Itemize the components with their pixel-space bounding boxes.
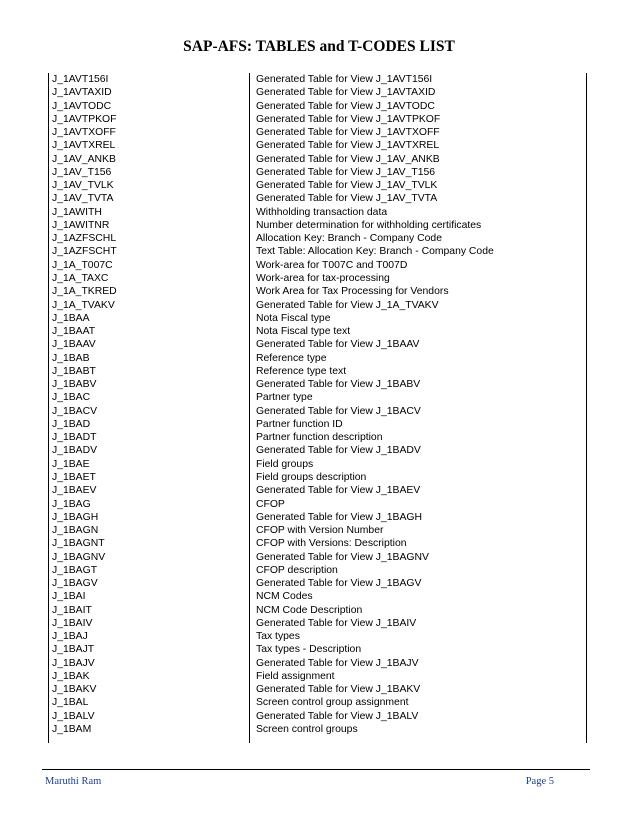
table-code: J_1BADT — [52, 432, 97, 444]
table-row — [48, 219, 587, 232]
table-code: J_1BABV — [52, 379, 97, 391]
table-description: Withholding transaction data — [256, 206, 388, 218]
table-description: Text Table: Allocation Key: Branch - Company Code — [256, 246, 494, 258]
table-row — [48, 365, 587, 378]
table-code: J_1AVTXOFF — [52, 127, 116, 139]
table-row — [48, 192, 587, 205]
table-row — [48, 643, 587, 656]
table-description: Tax types — [256, 631, 300, 643]
table-description: Generated Table for View J_1AVTXREL — [256, 140, 440, 152]
table-description: CFOP description — [256, 564, 338, 576]
table-row — [48, 696, 587, 709]
table-code: J_1BAJV — [52, 657, 95, 669]
table-code: J_1BAA — [52, 312, 90, 324]
table-description: Work-area for T007C and T007D — [256, 259, 408, 271]
table-code: J_1AZFSCHL — [52, 233, 117, 245]
table-code: J_1A_TAXC — [52, 272, 109, 284]
table-description: Work Area for Tax Processing for Vendors — [256, 286, 449, 298]
table-description: Nota Fiscal type text — [256, 326, 351, 338]
table-description: Generated Table for View J_1AVTXOFF — [256, 127, 440, 139]
table-description: Generated Table for View J_1AV_ANKB — [256, 153, 440, 165]
table-description: NCM Code Description — [256, 604, 363, 616]
table-description: CFOP with Versions: Description — [256, 538, 407, 550]
table-row — [48, 73, 587, 86]
table-row — [48, 113, 587, 126]
table-row — [48, 511, 587, 524]
table-code: J_1BAAT — [52, 326, 96, 338]
table-row — [48, 577, 587, 590]
table-code: J_1AVTXREL — [52, 140, 116, 152]
table-description: Generated Table for View J_1BAGNV — [256, 551, 429, 563]
table-description: Generated Table for View J_1BAKV — [256, 684, 421, 696]
table-code: J_1BAG — [52, 498, 91, 510]
table-row — [48, 153, 587, 166]
table-code: J_1AV_T156 — [52, 166, 112, 178]
table-description: Generated Table for View J_1AV_TVLK — [256, 180, 438, 192]
table-row — [48, 259, 587, 272]
table-description: Generated Table for View J_1A_TVAKV — [256, 299, 439, 311]
footer-rule — [42, 769, 590, 770]
table-code: J_1BAGN — [52, 525, 99, 537]
table-description: Partner function description — [256, 432, 383, 444]
table-description: Generated Table for View J_1AVTAXID — [256, 87, 436, 99]
footer-author: Maruthi Ram — [45, 776, 102, 787]
table-row — [48, 378, 587, 391]
table-row — [48, 312, 587, 325]
table-code: J_1BAB — [52, 352, 90, 364]
table-description: Work-area for tax-processing — [256, 272, 390, 284]
table-code: J_1A_T007C — [52, 259, 113, 271]
table-description: Generated Table for View J_1BADV — [256, 445, 421, 457]
table-description: Generated Table for View J_1BALV — [256, 710, 419, 722]
table-code: J_1BAJT — [52, 644, 95, 656]
table-row — [48, 710, 587, 723]
table-description: Field groups — [256, 458, 314, 470]
table-description: Partner type — [256, 392, 313, 404]
table-row — [48, 590, 587, 603]
table-description: Screen control group assignment — [256, 697, 409, 709]
table-code: J_1BAAV — [52, 339, 96, 351]
page-title: SAP-AFS: TABLES and T-CODES LIST — [183, 38, 455, 55]
table-code: J_1BAIT — [52, 604, 92, 616]
table-description: CFOP — [256, 498, 285, 510]
table-code: J_1AVTPKOF — [52, 113, 117, 125]
table-description: Generated Table for View J_1AVT156I — [256, 74, 433, 85]
table-description: Tax types - Description — [256, 644, 362, 656]
table-rows — [48, 73, 587, 736]
table-description: Generated Table for View J_1BACV — [256, 405, 421, 417]
table-row — [48, 484, 587, 497]
table-row — [48, 458, 587, 471]
table-row — [48, 325, 587, 338]
table-code: J_1AVTAXID — [52, 87, 112, 99]
table-code: J_1BAC — [52, 392, 91, 404]
table-row — [48, 100, 587, 113]
table-row — [48, 431, 587, 444]
table-row — [48, 670, 587, 683]
table-description: CFOP with Version Number — [256, 525, 384, 537]
table-description: Generated Table for View J_1BAGH — [256, 511, 422, 523]
table-code: J_1BAK — [52, 670, 90, 682]
table-row — [48, 444, 587, 457]
table-description: Nota Fiscal type — [256, 312, 331, 324]
table-code: J_1AVT156I — [52, 74, 109, 85]
table-row — [48, 179, 587, 192]
table-row — [48, 285, 587, 298]
table-code: J_1BAGH — [52, 511, 99, 523]
table-code: J_1A_TVAKV — [52, 299, 115, 311]
table-row — [48, 338, 587, 351]
table-code: J_1BACV — [52, 405, 98, 417]
table-code: J_1AWITNR — [52, 219, 110, 231]
table-code: J_1BAGNT — [52, 538, 105, 550]
table-description: Generated Table for View J_1BAJV — [256, 657, 419, 669]
table-row — [48, 206, 587, 219]
table-code: J_1BAGNV — [52, 551, 106, 563]
table-row — [48, 86, 587, 99]
table-description: Reference type text — [256, 365, 347, 377]
table-code: J_1BAGV — [52, 578, 98, 590]
table-row — [48, 683, 587, 696]
table-description: Partner function ID — [256, 418, 343, 430]
table-code: J_1BADV — [52, 445, 98, 457]
table-description: Generated Table for View J_1BABV — [256, 379, 421, 391]
table-row — [48, 657, 587, 670]
table-code: J_1AV_ANKB — [52, 153, 116, 165]
table-row — [48, 232, 587, 245]
table-description: Allocation Key: Branch - Company Code — [256, 233, 442, 245]
table-description: Number determination for withholding certificates — [256, 219, 482, 231]
table-description: Screen control groups — [256, 724, 358, 736]
table-description: Generated Table for View J_1AVTODC — [256, 100, 435, 112]
table-row — [48, 352, 587, 365]
table-description: NCM Codes — [256, 591, 313, 603]
table-row — [48, 498, 587, 511]
table-row — [48, 524, 587, 537]
table-row — [48, 471, 587, 484]
table-code: J_1AVTODC — [52, 100, 112, 112]
table-code: J_1BAIV — [52, 617, 93, 629]
footer-page-number: Page 5 — [525, 776, 554, 787]
table-code: J_1BAJ — [52, 631, 88, 643]
table-code: J_1BAL — [52, 697, 89, 709]
table-row — [48, 299, 587, 312]
table-code: J_1BAM — [52, 724, 92, 736]
table-row — [48, 617, 587, 630]
table-description: Generated Table for View J_1BAAV — [256, 339, 420, 351]
table-row — [48, 630, 587, 643]
table-row — [48, 391, 587, 404]
table-description: Generated Table for View J_1AVTPKOF — [256, 113, 441, 125]
table-code: J_1BAE — [52, 458, 90, 470]
table-row — [48, 166, 587, 179]
table-description: Generated Table for View J_1AV_T156 — [256, 166, 436, 178]
table-row — [48, 564, 587, 577]
table-code: J_1AV_TVLK — [52, 180, 114, 192]
table-row — [48, 126, 587, 139]
table-code: J_1BAEV — [52, 485, 97, 497]
table-code: J_1BAKV — [52, 684, 97, 696]
table-description: Generated Table for View J_1AV_TVTA — [256, 193, 438, 205]
table-description: Generated Table for View J_1BAEV — [256, 485, 421, 497]
table-code: J_1BAET — [52, 471, 96, 483]
table-description: Field groups description — [256, 471, 367, 483]
table-code: J_1BAD — [52, 418, 91, 430]
table-row — [48, 537, 587, 550]
table-description: Field assignment — [256, 670, 335, 682]
table-code: J_1BALV — [52, 710, 95, 722]
table-code: J_1AV_TVTA — [52, 193, 114, 205]
table-code: J_1BABT — [52, 365, 96, 377]
table-row — [48, 405, 587, 418]
table-code: J_1A_TKRED — [52, 286, 117, 298]
table-row — [48, 272, 587, 285]
table-code: J_1BAGT — [52, 564, 98, 576]
table-description: Reference type — [256, 352, 327, 364]
table-description: Generated Table for View J_1BAIV — [256, 617, 417, 629]
table-description: Generated Table for View J_1BAGV — [256, 578, 422, 590]
table-code: J_1BAI — [52, 591, 86, 603]
table-code: J_1AZFSCHT — [52, 246, 117, 258]
table-row — [48, 551, 587, 564]
table-row — [48, 245, 587, 258]
table-row — [48, 723, 587, 736]
table-code: J_1AWITH — [52, 206, 102, 218]
table-row — [48, 139, 587, 152]
table-row — [48, 604, 587, 617]
table-row — [48, 418, 587, 431]
